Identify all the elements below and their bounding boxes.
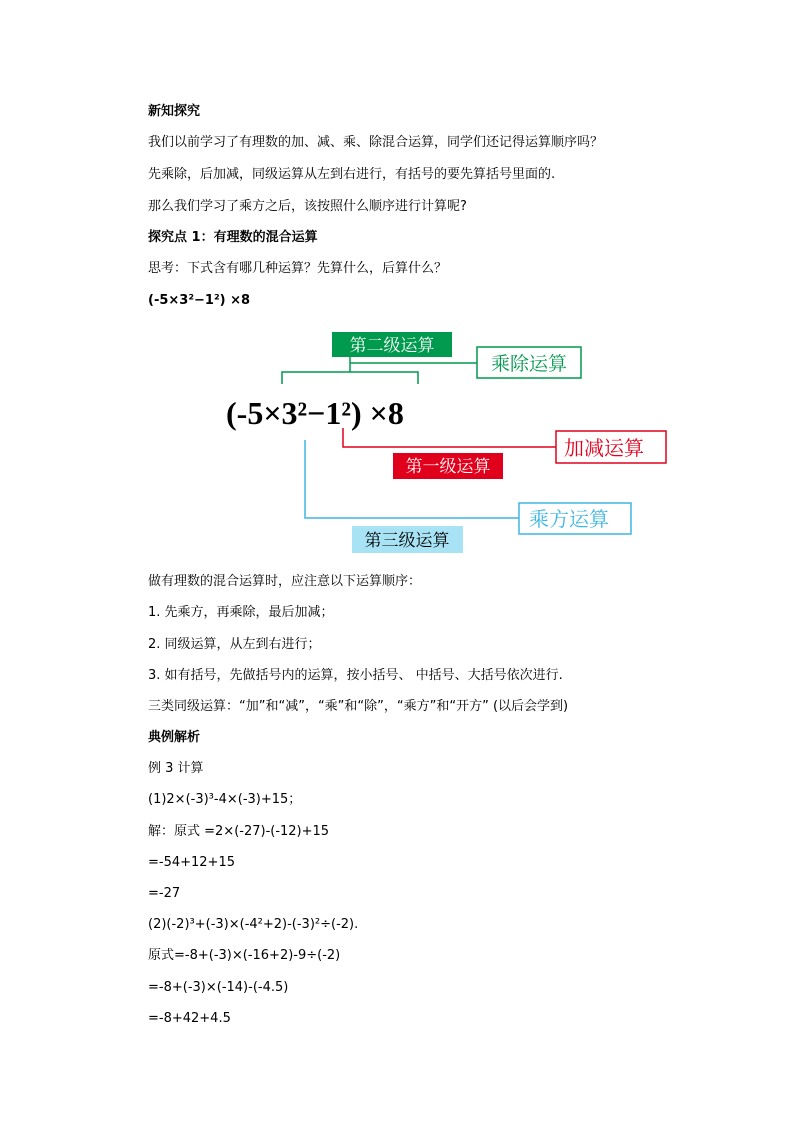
addsub-label: 加减运算 xyxy=(564,436,644,460)
level2-label: 第二级运算 xyxy=(349,336,435,356)
power-label: 乘方运算 xyxy=(529,507,609,531)
example-3: 例 3 计算 xyxy=(148,761,204,776)
problem-1: (1)2×(-3)³-4×(-3)+15； xyxy=(148,792,302,807)
intro-heading: 新知探究 xyxy=(148,104,201,119)
diagram-expression: (-5×3²−1²) ×8 xyxy=(226,395,404,431)
intro-answer: 先乘除，后加减，同级运算从左到右进行，有括号的要先算括号里面的. xyxy=(148,167,556,182)
muldiv-label: 乘除运算 xyxy=(490,353,568,375)
level1-label: 第一级运算 xyxy=(405,457,491,477)
problem-2-step-2: =-8+(-3)×(-14)-(-4.5) xyxy=(148,980,289,995)
problem-2: (2)(-2)³+(-3)×(-4²+2)-(-3)²÷(-2). xyxy=(148,917,359,932)
three-types: 三类同级运算：“加”和“减”，“乘”和“除”，“乘方”和“开方” (以后会学到) xyxy=(148,699,569,714)
problem-1-step-2: =-54+12+15 xyxy=(148,855,235,870)
problem-1-step-1: 解：原式 =2×(-27)-(-12)+15 xyxy=(148,824,330,839)
rule-1: 1. 先乘方，再乘除，最后加减； xyxy=(148,605,334,620)
level3-label: 第三级运算 xyxy=(364,531,450,551)
example-heading: 典例解析 xyxy=(148,730,201,745)
expression-small: (-5×3²−1²) ×8 xyxy=(148,293,251,308)
rule-2: 2. 同级运算，从左到右进行； xyxy=(148,637,321,652)
point-heading: 探究点 1：有理数的混合运算 xyxy=(148,230,318,245)
order-intro: 做有理数的混合运算时，应注意以下运算顺序： xyxy=(148,574,422,589)
level2-bracket xyxy=(282,372,418,384)
intro-question: 我们以前学习了有理数的加、减、乘、除混合运算，同学们还记得运算顺序吗？ xyxy=(148,135,604,150)
intro-question-2: 那么我们学习了乘方之后，该按照什么顺序进行计算呢? xyxy=(148,199,467,214)
think-question: 思考：下式含有哪几种运算？先算什么，后算什么？ xyxy=(148,261,448,276)
problem-2-step-1: 原式=-8+(-3)×(-16+2)-9÷(-2) xyxy=(148,948,341,963)
problem-2-step-3: =-8+42+4.5 xyxy=(148,1011,231,1026)
problem-1-step-3: =-27 xyxy=(148,886,181,901)
rule-3: 3. 如有括号，先做括号内的运算，按小括号、 中括号、大括号依次进行. xyxy=(148,668,563,683)
